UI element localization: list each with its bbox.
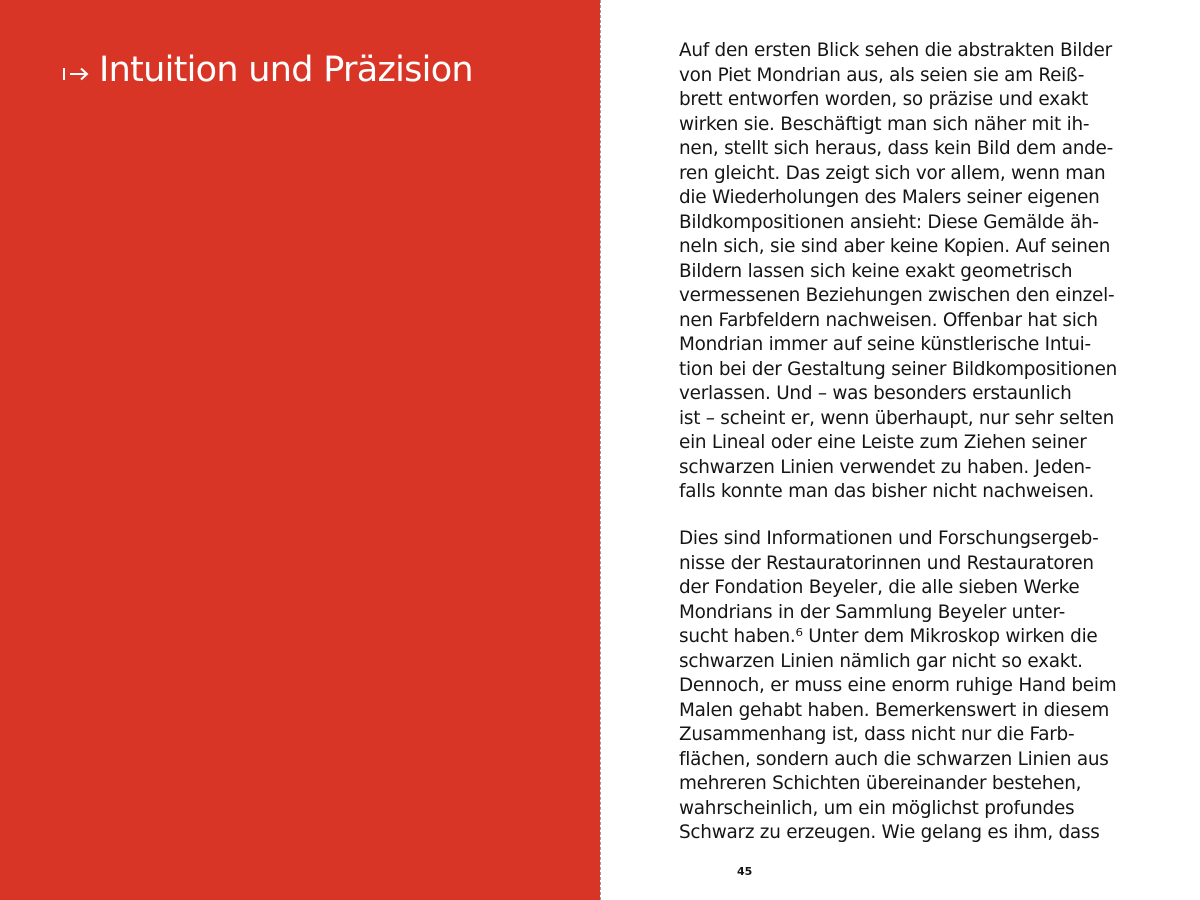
text-line: Mondrians in der Sammlung Beyeler unter- — [679, 601, 1066, 623]
text-line: neln sich, sie sind aber keine Kopien. Auf seinen — [679, 236, 1111, 257]
text-line: Zusammenhang ist, dass nicht nur die Farb- — [679, 724, 1075, 745]
text-line: schwarzen Linien verwendet zu haben. Jeden- — [679, 456, 1092, 478]
text-line: Dennoch, er muss eine enorm ruhige Hand beim — [679, 675, 1117, 696]
text-line: die Wiederholungen des Malers seiner eigenen — [679, 187, 1100, 208]
text-line: wirken sie. Beschäftigt man sich näher mit ih- — [679, 113, 1090, 135]
text-line: nen Farbfeldern nachweisen. Offenbar hat sich — [679, 309, 1098, 331]
text-line: wahrscheinlich, um ein möglichst profundes — [679, 797, 1075, 819]
text-line: von Piet Mondrian aus, als seien sie am Reiß- — [679, 64, 1085, 86]
text-line: Schwarz zu erzeugen. Wie gelang es ihm, dass — [679, 822, 1100, 843]
text-line: vermessenen Beziehungen zwischen den einzel- — [679, 285, 1115, 306]
bar-arrow-right-icon — [62, 65, 90, 81]
text-line: Mondrian immer auf seine künstlerische Intui- — [679, 334, 1091, 355]
text-line: nisse der Restauratorinnen und Restauratoren — [679, 552, 1094, 574]
text-line: brett entworfen worden, so präzise und exakt — [679, 89, 1089, 110]
text-line: Auf den ersten Blick sehen die abstrakten Bilder — [679, 40, 1112, 61]
text-line: flächen, sondern auch die schwarzen Linien aus — [679, 748, 1109, 770]
text-line: schwarzen Linien nämlich gar nicht so exakt. — [679, 650, 1083, 672]
text-line: der Fondation Beyeler, die alle sieben Werke — [679, 577, 1080, 598]
text-line: Malen gehabt haben. Bemerkenswert in diesem — [679, 699, 1109, 721]
text-line: ren gleicht. Das zeigt sich vor allem, wenn man — [679, 162, 1106, 184]
text-line: nen, stellt sich heraus, dass kein Bild dem ande- — [679, 138, 1114, 159]
text-line: ein Lineal oder eine Leiste zum Ziehen seiner — [679, 432, 1087, 453]
text-line: Bildkompositionen ansieht: Diese Gemälde äh- — [679, 211, 1099, 233]
text-line: sucht haben.⁶ Unter dem Mikroskop wirken die — [679, 626, 1098, 647]
text-line: ist – scheint er, wenn überhaupt, nur sehr selten — [679, 407, 1115, 429]
page-number: 45 — [737, 865, 753, 878]
body-paragraph-1 — [679, 39, 1117, 505]
text-line: mehreren Schichten übereinander bestehen, — [679, 773, 1082, 794]
text-line: Dies sind Informationen und Forschungsergeb- — [679, 528, 1099, 549]
body-paragraph-2 — [679, 527, 1116, 846]
text-line: Bildern lassen sich keine exakt geometrisch — [679, 260, 1073, 282]
text-line: verlassen. Und – was besonders erstaunlich — [679, 383, 1072, 404]
chapter-title: Intuition und Präzision — [99, 50, 473, 90]
text-line: tion bei der Gestaltung seiner Bildkompositionen — [679, 358, 1118, 380]
text-line: falls konnte man das bisher nicht nachweisen. — [679, 481, 1095, 502]
chapter-heading — [62, 48, 473, 92]
right-page — [601, 0, 1200, 900]
